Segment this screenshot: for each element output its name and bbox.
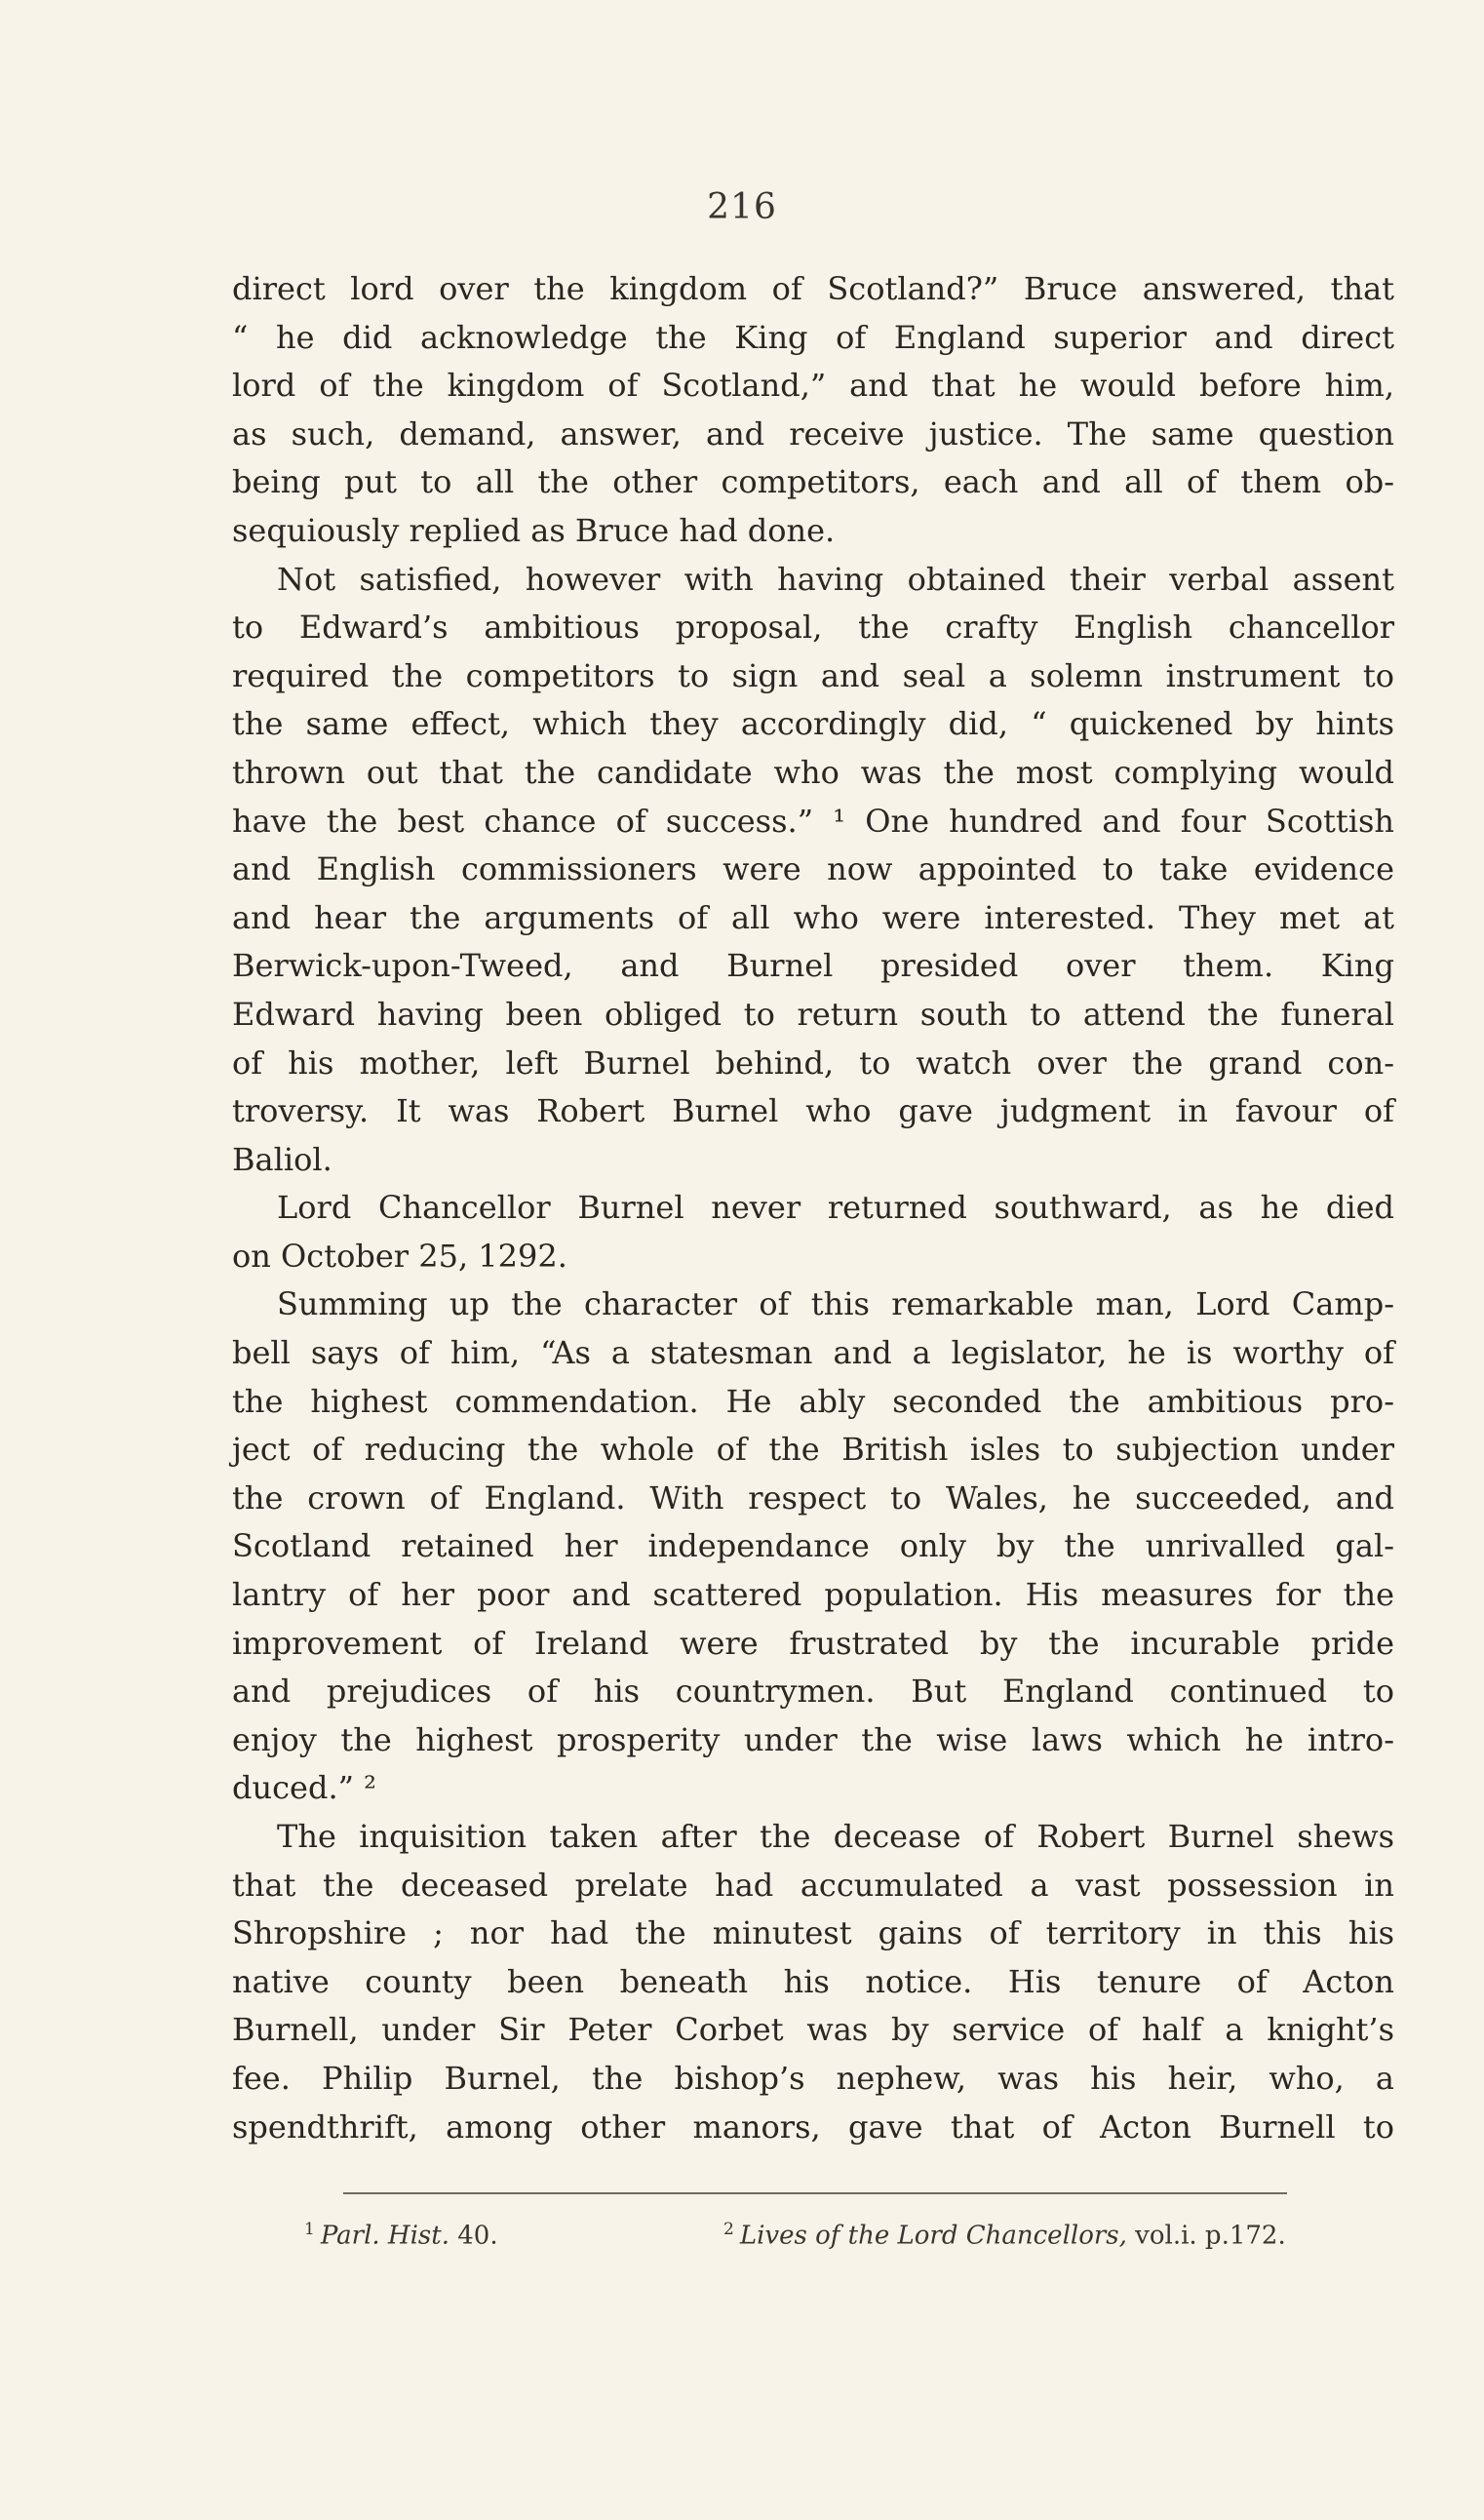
text-line: the crown of England. With respect to Wales, he succeeded, and: [232, 1478, 1394, 1516]
text-line: of his mother, left Burnel behind, to watch over the grand con-: [232, 1043, 1394, 1082]
text-line: on October 25, 1292.: [232, 1237, 567, 1275]
text-line: to Edward’s ambitious proposal, the crafty English chancellor: [232, 609, 1394, 647]
text-line: Shropshire ; nor had the minutest gains of territory in this his: [232, 1914, 1394, 1952]
footnote-2: [723, 2220, 1286, 2251]
text-line: Edward having been obliged to return south to attend the funeral: [232, 995, 1394, 1033]
text-line: Scotland retained her independance only by the unrivalled gal-: [232, 1527, 1394, 1565]
text-line: lantry of her poor and scattered population. His measures for the: [232, 1576, 1394, 1614]
text-line: and hear the arguments of all who were interested. They met at: [232, 898, 1394, 936]
footnote-marker: 1: [304, 2220, 315, 2239]
text-line: enjoy the highest prosperity under the wise laws which he intro-: [232, 1720, 1394, 1758]
text-line: as such, demand, answer, and receive justice. The same question: [232, 414, 1394, 453]
text-line: improvement of Ireland were frustrated by the incurable pride: [232, 1624, 1394, 1662]
text-line: Summing up the character of this remarkable man, Lord Camp-: [277, 1285, 1394, 1323]
page-number: 216: [707, 187, 777, 227]
text-line: Burnell, under Sir Peter Corbet was by service of half a knight’s: [232, 2011, 1394, 2049]
footnote-source-title: Lives of the Lord Chancellors,: [739, 2221, 1127, 2251]
text-line: that the deceased prelate had accumulated a vast possession in: [232, 1866, 1394, 1904]
text-line: required the competitors to sign and seal a solemn instrument to: [232, 656, 1394, 694]
text-line: and English commissioners were now appointed to take evidence: [232, 850, 1394, 888]
text-line: direct lord over the kingdom of Scotland?” Bruce answered, that: [232, 270, 1394, 307]
text-line: duced.” ²: [232, 1769, 376, 1807]
text-line: have the best chance of success.” ¹ One hundred and four Scottish: [232, 802, 1394, 840]
footnote-reference: vol.i. p.172.: [1126, 2221, 1286, 2251]
footnote-marker: 2: [723, 2220, 734, 2239]
footnote-1: [304, 2220, 498, 2251]
text-line: Baliol.: [232, 1140, 332, 1178]
text-line: lord of the kingdom of Scotland,” and that he would before him,: [232, 367, 1394, 405]
footnote-reference: 40.: [449, 2221, 498, 2251]
text-line: the same effect, which they accordingly did, “ quickened by hints: [232, 705, 1394, 743]
text-line: fee. Philip Burnel, the bishop’s nephew, was his heir, who, a: [232, 2059, 1394, 2097]
text-line: “ he did acknowledge the King of England superior and direct: [232, 318, 1394, 356]
footnote-source-title: Parl. Hist.: [320, 2221, 449, 2251]
text-line: The inquisition taken after the decease of Robert Burnel shews: [277, 1818, 1394, 1855]
text-line: Lord Chancellor Burnel never returned southward, as he died: [277, 1189, 1394, 1227]
text-line: Berwick-upon-Tweed, and Burnel presided over them. King: [232, 947, 1394, 985]
text-line: native county been beneath his notice. His tenure of Acton: [232, 1962, 1394, 2000]
text-line: bell says of him, “As a statesman and a legislator, he is worthy of: [232, 1334, 1394, 1372]
text-line: Not satisfied, however with having obtained their verbal assent: [277, 560, 1394, 598]
text-line: spendthrift, among other manors, gave that of Acton Burnell to: [232, 2107, 1394, 2146]
text-line: sequiously replied as Bruce had done.: [232, 511, 836, 549]
text-line: being put to all the other competitors, each and all of them ob-: [232, 463, 1394, 501]
text-line: ject of reducing the whole of the British isles to subjection under: [232, 1431, 1394, 1469]
body-text: [232, 265, 1394, 2151]
text-line: troversy. It was Robert Burnel who gave judgment in favour of: [232, 1092, 1394, 1130]
footnote-divider: [343, 2192, 1287, 2194]
text-line: the highest commendation. He ably seconded the ambitious pro-: [232, 1382, 1394, 1420]
text-line: and prejudices of his countrymen. But England continued to: [232, 1673, 1394, 1711]
text-line: thrown out that the candidate who was the most complying would: [232, 753, 1394, 791]
